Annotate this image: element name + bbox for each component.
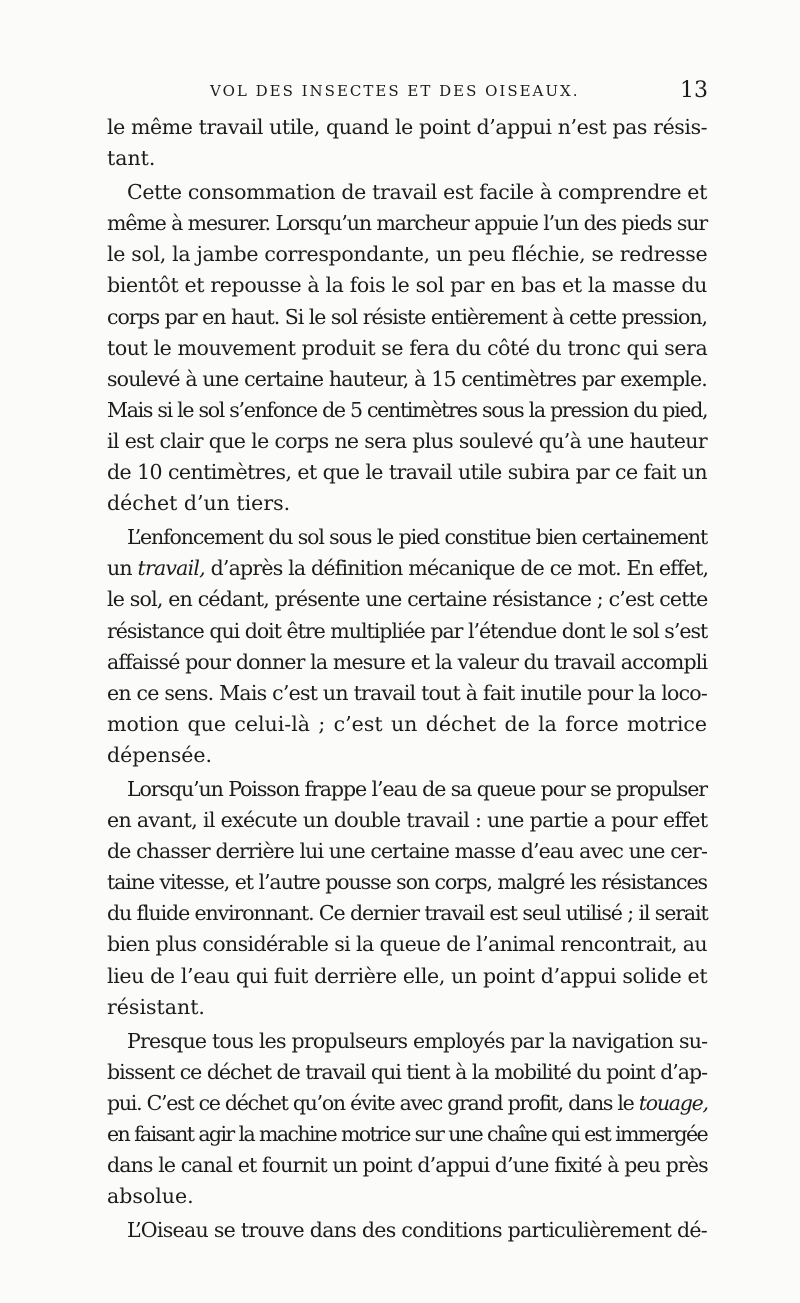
text-line: corps par en haut. Si le sol résiste entièrement à cette pression,	[107, 304, 707, 329]
text-line: L’enfoncement du sol sous le pied constitue bien certainement	[127, 525, 708, 550]
text-fragment: pui. C’est ce déchet qu’on évite avec grand profit, dans le	[107, 1090, 639, 1115]
text-line: motion que celui-là ; c’est un déchet de la force motrice	[107, 711, 707, 736]
text-line	[107, 553, 707, 584]
text-line: il est clair que le corps ne sera plus soulevé qu’à une hauteur	[107, 428, 707, 453]
text-line: tout le mouvement produit se fera du côté du tronc qui sera	[107, 335, 708, 360]
text-line: absolue.	[107, 1184, 194, 1209]
text-line: dans le canal et fournit un point d’appui d’une fixité à peu près	[107, 1153, 708, 1178]
text-line: Cette consommation de travail est facile à comprendre et	[127, 180, 707, 205]
text-line: L’Oiseau se trouve dans des conditions particulièrement dé-	[127, 1218, 707, 1243]
text-line: Presque tous les propulseurs employés par la navigation su-	[127, 1028, 708, 1053]
text-line: résistance qui doit être multipliée par l’étendue dont le sol s’est	[107, 618, 708, 643]
text-line: bientôt et repousse à la fois le sol par en bas et la masse du	[107, 273, 707, 298]
text-line: du fluide environnant. Ce dernier travail est seul utilisé ; il serait	[107, 901, 708, 926]
text-line: affaissé pour donner la mesure et la valeur du travail accompli	[107, 649, 708, 674]
text-line: en avant, il exécute un double travail : une partie a pour effet	[107, 808, 708, 833]
text-line: de chasser derrière lui une certaine masse d’eau avec une cer-	[107, 839, 707, 864]
text-line: le même travail utile, quand le point d’appui n’est pas résis-	[107, 115, 708, 139]
page-number: 13	[680, 78, 708, 103]
text-line: le sol, la jambe correspondante, un peu fléchie, se redresse	[107, 242, 708, 267]
page-header	[110, 76, 708, 106]
text-line: Mais si le sol s’enfonce de 5 centimètres sous la pression du pied,	[107, 397, 708, 422]
text-line: bien plus considérable si la queue de l’animal rencontrait, au	[107, 932, 707, 957]
text-line: de 10 centimètres, et que le travail utile subira par ce fait un	[107, 460, 707, 485]
text-line: Lorsqu’un Poisson frappe l’eau de sa queue pour se propulser	[127, 776, 707, 801]
text-line: résistant.	[107, 994, 205, 1019]
italic-term: travail,	[137, 556, 205, 581]
text-line: le sol, en cédant, présente une certaine résistance ; c’est cette	[107, 587, 708, 612]
text-fragment: un	[107, 556, 138, 581]
text-line: dépensée.	[107, 742, 213, 767]
text-line: soulevé à une certaine hauteur, à 15 centimètres par exemple.	[107, 366, 707, 391]
text-line: bissent ce déchet de travail qui tient à la mobilité du point d’ap-	[107, 1059, 707, 1084]
text-line: taine vitesse, et l’autre pousse son corps, malgré les résistances	[107, 870, 707, 895]
italic-term: touage,	[638, 1090, 708, 1115]
text-line: déchet d’un tiers.	[107, 491, 291, 516]
running-title: VOL DES INSECTES ET DES OISEAUX.	[210, 82, 580, 100]
body-text	[107, 112, 707, 1246]
text-line: tant.	[107, 146, 156, 171]
text-fragment: d’après la définition mécanique de ce mot. En effet,	[204, 556, 709, 581]
text-line: en ce sens. Mais c’est un travail tout à fait inutile pour la loco-	[107, 680, 707, 705]
text-line	[107, 1088, 707, 1119]
text-line: lieu de l’eau qui fuit derrière elle, un point d’appui solide et	[107, 963, 708, 988]
text-line: même à mesurer. Lorsqu’un marcheur appuie l’un des pieds sur	[107, 211, 707, 236]
text-line: en faisant agir la machine motrice sur une chaîne qui est immergée	[107, 1122, 707, 1146]
